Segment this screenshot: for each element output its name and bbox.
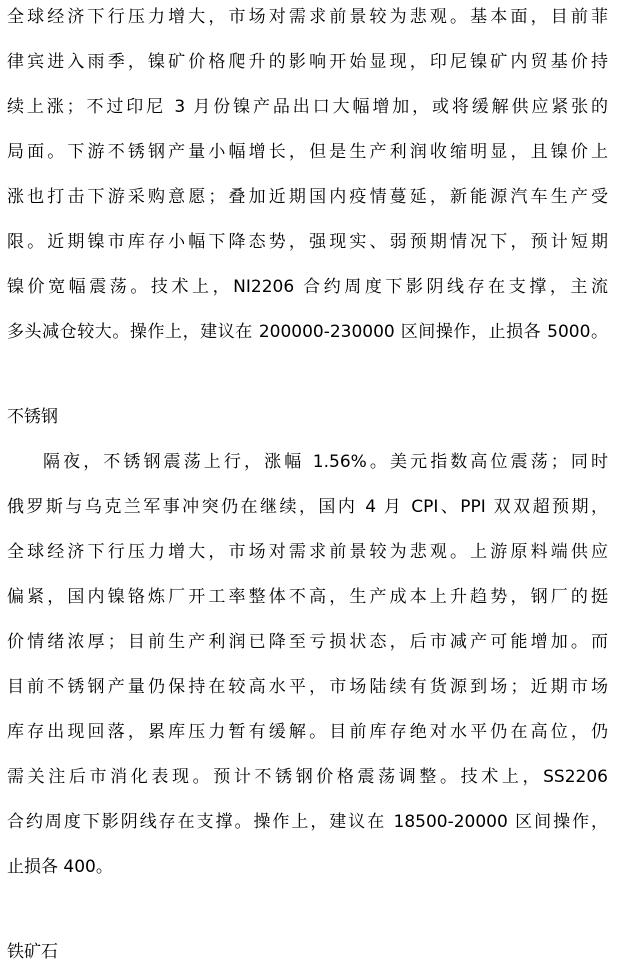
text-line: 合约周度下影阴线存在支撑。操作上，建议在 18500-20000 区间操作， (7, 812, 608, 832)
text-line: 偏紧，国内镍铬炼厂开工率整体不高，生产成本上升趋势，钢厂的挺 (7, 587, 608, 607)
text-line: 涨也打击下游采购意愿；叠加近期国内疫情蔓延，新能源汽车生产受 (7, 187, 608, 207)
text-line: 需关注后市消化表现。预计不锈钢价格震荡调整。技术上，SS2206 (7, 767, 608, 787)
section-heading-stainless-steel: 不锈钢 (7, 407, 58, 427)
text-line: 镍价宽幅震荡。技术上，NI2206 合约周度下影阴线存在支撑，主流 (7, 277, 608, 297)
text-line: 全球经济下行压力增大，市场对需求前景较为悲观。基本面，目前菲 (7, 7, 608, 27)
text-line: 俄罗斯与乌克兰军事冲突仍在继续，国内 4 月 CPI、PPI 双双超预期， (7, 497, 608, 517)
text-line: 全球经济下行压力增大，市场对需求前景较为悲观。上游原料端供应 (7, 542, 608, 562)
text-line: 库存出现回落，累库压力暂有缓解。目前库存绝对水平仍在高位，仍 (7, 722, 608, 742)
text-line: 限。近期镍市库存小幅下降态势，强现实、弱预期情况下，预计短期 (7, 232, 608, 252)
text-line: 价情绪浓厚；目前生产利润已降至亏损状态，后市减产可能增加。而 (7, 632, 608, 652)
text-line: 局面。下游不锈钢产量小幅增长，但是生产利润收缩明显，且镍价上 (7, 142, 608, 162)
nickel-outlook-paragraph (7, 0, 608, 355)
blank-line (7, 355, 608, 395)
text-line: 止损各 400。 (7, 857, 113, 877)
stainless-steel-paragraph (7, 440, 608, 890)
text-line: 目前不锈钢产量仍保持在较高水平，市场陆续有货源到场；近期市场 (7, 677, 608, 697)
text-line: 多头减仓较大。操作上，建议在 200000-230000 区间操作，止损各 5000。 (7, 322, 608, 342)
text-line: 律宾进入雨季，镍矿价格爬升的影响开始显现，印尼镍矿内贸基价持 (7, 52, 608, 72)
text-line: 隔夜，不锈钢震荡上行，涨幅 1.56%。美元指数高位震荡；同时 (43, 452, 608, 472)
blank-line (7, 890, 608, 930)
section-heading-iron-ore: 铁矿石 (7, 942, 58, 962)
text-line: 续上涨；不过印尼 3 月份镍产品出口大幅增加，或将缓解供应紧张的 (7, 97, 608, 117)
